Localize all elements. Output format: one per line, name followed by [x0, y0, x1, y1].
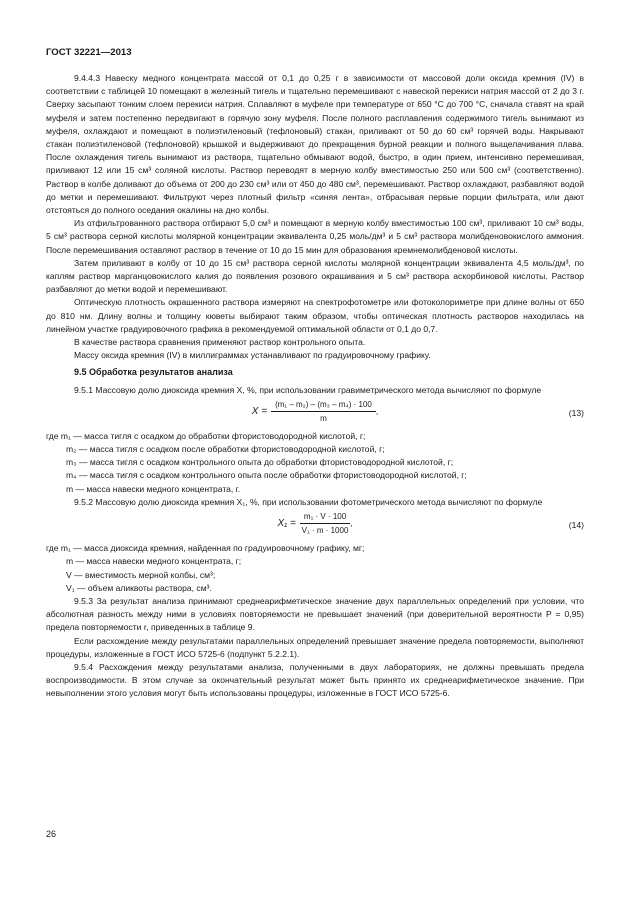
formula-13 [46, 399, 584, 429]
formula-14-definitions [46, 542, 584, 595]
formula-13-definitions [46, 430, 584, 496]
formula-14-number: (14) [568, 520, 584, 531]
definition-row: m₄ — масса тигля с осадком контрольного опыта после обработки фтористоводородной кислотой, г; [66, 470, 467, 481]
definition-row: m₃ — масса тигля с осадком контрольного опыта до обработки фтористоводородной кислотой, г; [66, 457, 454, 468]
definition-row: где m₁ — масса диоксида кремния, найденная по градуировочному графику, мг; [46, 543, 365, 554]
formula-13-expression [46, 399, 584, 424]
definition-row: m — масса навески медного концентрата, г; [66, 556, 242, 567]
definition-row: m₂ — масса тигля с осадком после обработки фтористоводородной кислотой, г; [66, 444, 385, 455]
formula-14-numerator: m₁ · V · 100 [300, 511, 350, 524]
section-title-9-5: 9.5 Обработка результатов анализа [74, 367, 233, 378]
definition-row: V₁ — объем аликвоты раствора, см³. [66, 582, 212, 593]
formula-14-denominator: V₁ · m · 1000 [301, 526, 349, 536]
paragraph-9-5-4: 9.5.4 Расхождения между результатами анализа, полученными в двух лабораториях, не должны превышать предела воспроизводимости. В этом случае за окончательный результат может быть принято их среднеарифметическое значение. При невыполнении этого условия могут быть использованы процедуры, изложенные в ГОСТ ИСО 5725-6. [46, 661, 584, 699]
formula-14 [46, 511, 584, 541]
formula-13-fraction [271, 399, 379, 424]
formula-13-tail: , [375, 405, 379, 416]
document-body [46, 72, 584, 701]
formula-13-denominator: m [320, 413, 327, 423]
definition-row: m — масса навески медного концентрата, г. [66, 483, 241, 494]
paragraph-reduction: Затем приливают в колбу от 10 до 15 см³ раствора серной кислоты молярной концентрации эквивалента 4,5 моль/дм³, по каплям раствор марганцовокислого калия до появления розового окрашивания и 5 см³ раствора аскорбиновой кислоты. Раствор разбавляют до метки водой и перемешивают. [46, 257, 584, 295]
document-header: ГОСТ 32221—2013 [46, 47, 132, 58]
paragraph-mass-determination: Массу оксида кремния (IV) в миллиграммах устанавливают по градуировочному графику. [74, 350, 431, 361]
formula-14-expression [46, 511, 584, 536]
paragraph-reference-solution: В качестве раствора сравнения применяют раствор контрольного опыта. [74, 337, 366, 348]
formula-13-numerator: (m₁ – m₂) – (m₃ – m₄) · 100 [271, 399, 376, 412]
paragraph-optical-density: Оптическую плотность окрашенного раствора измеряют на спектрофотометре или фотоколориметре при длине волны от 650 до 810 нм. Длину волны и толщину кюветы выбирают таким образом, чтобы оптическая плотность растворов находилась на линейном участке градуировочного графика в рекомендуемой оптимальной области от 0,1 до 0,7. [46, 297, 584, 334]
paragraph-9-5-1: 9.5.1 Массовую долю диоксида кремния X, %, при использовании гравиметрического метода вычисляют по формуле [74, 384, 542, 395]
paragraph-aliquot: Из отфильтрованного раствора отбирают 5,0 см³ и помещают в мерную колбу вместимостью 100 см³, приливают 10 см³ воды, 5 см³ раствора серной кислоты молярной концентрации эквивалента 0,25 моль/дм³ и 5 см³ раствора молибденовокислого аммония. После перемешивания оставляют раствор в течение от 10 до 15 мин для образования кремнемолибденовой кислоты. [46, 218, 584, 255]
formula-14-tail: , [350, 517, 353, 528]
definition-row: где m₁ — масса тигля с осадком до обработки фтористоводородной кислотой, г; [46, 430, 366, 441]
definition-row: V — вместимость мерной колбы, см³; [66, 569, 216, 580]
paragraph-repeatability: Если расхождение между результатами параллельных определений превышает значение предела повторяемости, выполняют процедуры, изложенные в ГОСТ ИСО 5725-6 (подпункт 5.2.2.1). [46, 635, 584, 659]
formula-13-lhs: X = [251, 405, 268, 417]
formula-14-lhs: X₁ = [277, 517, 296, 529]
formula-14-fraction [300, 511, 353, 536]
page-number: 26 [46, 829, 57, 839]
paragraph-9-4-4-3: 9.4.4.3 Навеску медного концентрата массой от 0,1 до 0,25 г в зависимости от массовой доли оксида кремния (IV) в соответствии с таблицей 10 помещают в железный тигель и тщательно перемешивают с навеской перекиси натрия массой от 2 до 3 г. Сверху засыпают тонким слоем перекиси натрия. Сплавляют в муфеле при температуре от 650 °С до 700 °С, сначала ставят на край муфеля и затем постепенно передвигают в горячую зону муфеля. После полного расплавления содержимого тигель вынимают из муфеля, охлаждают и помещают в полиэтиленовый (тефлоновый) стакан, приливают от 50 до 60 см³ горячей воды. Накрывают стакан полиэтиленовой (тефлоновой) крышкой и выдерживают до прекращения бурной реакции и полного выщелачивания плава. После охлаждения тигель вынимают из раствора, тщательно обмывают водой, быстро, в один прием, интенсивно перемешивая, приливают 12 или 15 см³ соляной кислоты. Раствор переводят в мерную колбу вместимостью 250 или 500 см³ (соответственно). Раствор в колбе доливают до объема от 200 до 230 см³ или от 450 до 480 см³, перемешивают. Раствор охлаждают, разбавляют водой до метки и перемешивают. Фильтруют через плотный фильтр «синяя лента», отбрасывая первые порции фильтрата, или дают отстояться до полного оседания окалины на дно колбы. [46, 73, 584, 216]
formula-13-number: (13) [568, 407, 584, 418]
paragraph-9-5-3: 9.5.3 За результат анализа принимают среднеарифметическое значение двух параллельных определений при условии, что абсолютная разность между ними в условиях повторяемости не превышает значений (при доверительной вероятности P = 0,95) предела повторяемости r, приведенных в таблице 9. [46, 595, 584, 633]
paragraph-9-5-2: 9.5.2 Массовую долю диоксида кремния X₁, %, при использовании фотометрического метода вычисляют по формуле [74, 496, 543, 507]
